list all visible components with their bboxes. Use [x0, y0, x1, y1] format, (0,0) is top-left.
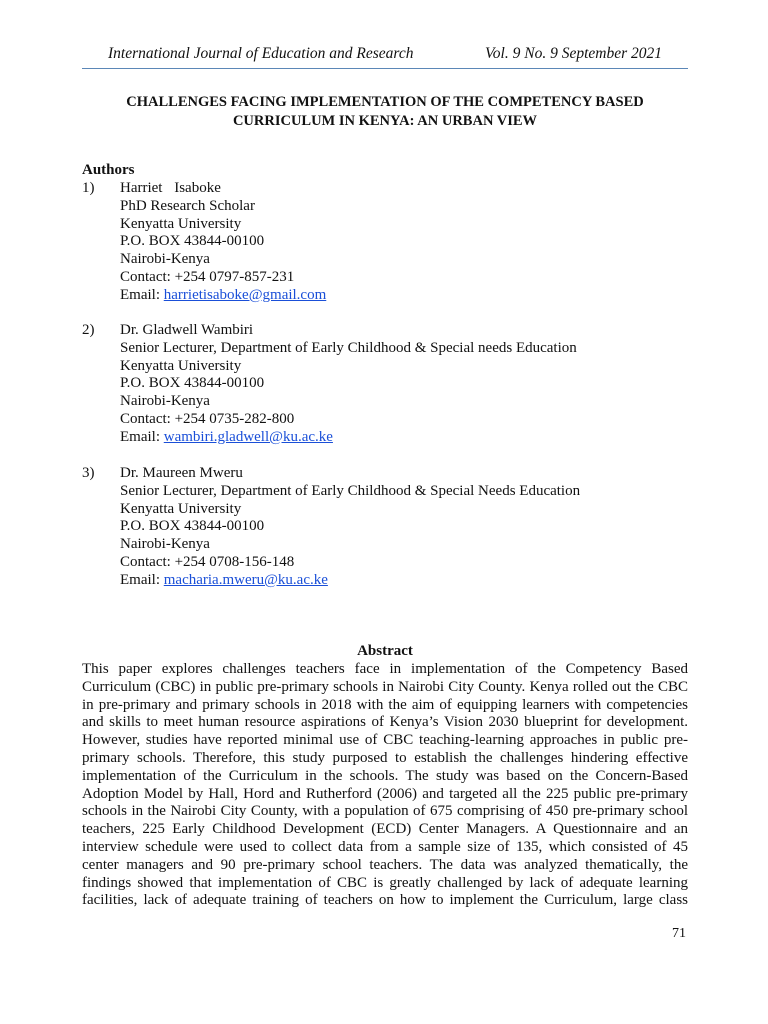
author-name: Dr. Gladwell Wambiri [120, 322, 254, 338]
email-label: Email: [120, 571, 164, 588]
volume-info: Vol. 9 No. 9 September 2021 [485, 45, 662, 62]
authors-heading: Authors [82, 162, 135, 178]
abstract-line: interview schedule were used to collect data from a sample size of 135, which consisted of 45 [82, 838, 688, 855]
page-number: 71 [672, 926, 686, 941]
author-name: Dr. Maureen Mweru [120, 465, 243, 481]
abstract-line: implementation of the Curriculum in the schools. The study was based on the Concern-Based [82, 767, 688, 784]
paper-title [82, 93, 688, 130]
paper-title-line-2: CURRICULUM IN KENYA: AN URBAN VIEW [232, 112, 538, 129]
abstract-line: center managers and 90 pre-primary school teachers. The data was analyzed thematically, the [82, 856, 688, 873]
author-institution: Kenyatta University [120, 215, 242, 232]
abstract-line: Adoption Model by Hall, Hord and Rutherford (2006) and targeted all the 225 public pre-primary [82, 785, 688, 802]
email-label: Email: [120, 428, 164, 445]
abstract-line: This paper explores challenges teachers face in implementation of the Competency Based [82, 661, 688, 677]
author-position: Senior Lecturer, Department of Early Childhood & Special needs Education [120, 339, 577, 356]
author-email-row [120, 429, 688, 447]
abstract-line: teachers, 225 Early Childhood Development (ECD) Center Managers. A Questionnaire and an [82, 821, 688, 838]
author-po-box: P.O. BOX 43844-00100 [120, 375, 265, 392]
header-divider [82, 68, 688, 69]
abstract-line: However, studies have reported minimal use of CBC teaching-learning approaches in public pre- [82, 732, 688, 749]
paper-title-line-1: CHALLENGES FACING IMPLEMENTATION OF THE COMPETENCY BASED [126, 94, 644, 110]
email-label: Email: [120, 286, 164, 303]
author-po-box: P.O. BOX 43844-00100 [120, 233, 265, 250]
author-position: PhD Research Scholar [120, 197, 255, 214]
author-number: 3) [82, 465, 95, 481]
abstract-line: primary schools. Therefore, this study purposed to establish the challenges hindering effective [82, 749, 688, 766]
author-contact: Contact: +254 0708-156-148 [120, 553, 295, 570]
author-city: Nairobi-Kenya [120, 393, 210, 410]
abstract-line: Curriculum (CBC) in public pre-primary schools in Nairobi City County. Kenya rolled out the CBC [82, 678, 688, 695]
author-email-row [120, 287, 688, 305]
author-name: Harriet Isaboke [120, 180, 221, 196]
author-city: Nairobi-Kenya [120, 536, 210, 553]
author-institution: Kenyatta University [120, 500, 242, 517]
author-email-link[interactable]: macharia.mweru@ku.ac.ke [163, 571, 328, 588]
abstract-line: schools in the Nairobi City County, with a population of 675 comprising of 450 pre-primary school [82, 803, 688, 820]
author-contact: Contact: +254 0797-857-231 [120, 268, 295, 285]
author-email-row [120, 572, 688, 590]
abstract-body [82, 661, 688, 910]
abstract-line: findings showed that implementation of CBC is greatly challenged by lack of adequate learning [82, 874, 688, 891]
author-position: Senior Lecturer, Department of Early Childhood & Special Needs Education [120, 482, 581, 499]
journal-name: International Journal of Education and Research [108, 45, 414, 62]
abstract-line: facilities, lack of adequate training of teachers on how to implement the Curriculum, large class [82, 892, 688, 909]
abstract-heading: Abstract [357, 643, 413, 659]
abstract-line: and skills to meet human resource aspirations of Kenya’s Vision 2030 blueprint for development. [82, 714, 688, 731]
abstract-line: in pre-primary and primary schools in 2018 with the aim of equipping learners with competencies [82, 696, 688, 713]
author-po-box: P.O. BOX 43844-00100 [120, 518, 265, 535]
author-contact: Contact: +254 0735-282-800 [120, 410, 295, 427]
author-email-link[interactable]: wambiri.gladwell@ku.ac.ke [163, 428, 333, 445]
author-city: Nairobi-Kenya [120, 251, 210, 268]
author-email-link[interactable]: harrietisaboke@gmail.com [163, 286, 327, 303]
author-institution: Kenyatta University [120, 357, 242, 374]
author-number: 2) [82, 322, 95, 338]
author-number: 1) [82, 180, 95, 196]
